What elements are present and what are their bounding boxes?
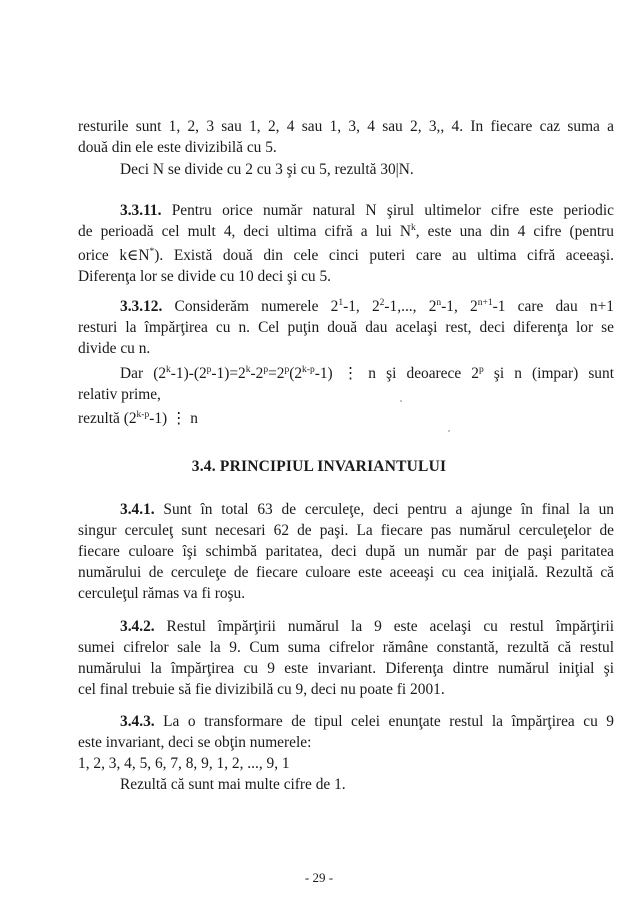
scan-speck [400, 400, 402, 402]
section-heading: 3.4. PRINCIPIUL INVARIANTULUI [191, 458, 447, 475]
text-line: Deci N se divide cu 2 cu 3 şi cu 5, rezultă 30|N. [120, 161, 414, 178]
text-line: sumei cifrelor sale la 9. Cum suma cifrelor rămâne constantă, rezultă că restul [78, 639, 614, 656]
text-line: resturile sunt 1, 2, 3 sau 1, 2, 4 sau 1, 3, 4 sau 2, 3,, 4. In fiecare caz suma a [78, 118, 614, 135]
text-line: 3.3.11. Pentru orice număr natural N şirul ultimelor cifre este periodic [120, 202, 614, 219]
section-3-4-1 [78, 499, 614, 604]
text-line: 3.3.12. Considerăm numerele $2^1-1$, $2^2-1$,..., 2$^n$-1, $2^{n+1}-1$ care dau n+1 [120, 298, 615, 315]
text-line: relativ prime, [78, 386, 161, 403]
text-line: de perioadă cel mult 4, deci ultima cifră a lui $N^k$, este una din 4 cifre (pentru [78, 223, 615, 240]
page-number: - 29 - [304, 870, 334, 885]
text-line: orice k∈N*). Există două din cele cinci puteri care au ultima cifră aceeaşi. [78, 247, 615, 264]
text-line: cerculeţul rămas va fi roşu. [78, 585, 246, 602]
section-3-3-11 [78, 200, 614, 287]
section-3-4-2 [78, 616, 614, 700]
text-line: numărului la împărţirea cu 9 este invariant. Diferenţa dintre numărul iniţial şi [78, 660, 614, 677]
text-line: Rezultă că sunt mai multe cifre de 1. [120, 776, 346, 793]
section-number: 3.4.3. [120, 713, 155, 730]
text-line: resturi la împărţirea cu n. Cel puţin două dau acelaşi rest, deci diferenţa lor se [78, 319, 614, 336]
text-line: 3.4.1. Sunt în total 63 de cerculeţe, deci pentru a ajunge în final la un [120, 501, 614, 518]
number-sequence: 1, 2, 3, 4, 5, 6, 7, 8, 9, 1, 2, ..., 9, 1 [78, 755, 290, 772]
text-line: 3.4.2. Restul împărţirii numărul la 9 este acelaşi cu restul împărţirii [120, 618, 614, 635]
text-line: Dar $(2^k-1)-(2^p-1)=2^k-2^p=2^p(2^{k-p}-1)$ ⋮ n şi deoarece 2$^p$ şi n (impar) sunt [120, 365, 614, 382]
paragraph-continuation [78, 116, 614, 137]
section-number: 3.3.11. [120, 202, 162, 219]
text-line: 3.4.3. La o transformare de tipul celei enunţate restul la împărţirea cu 9 [120, 713, 614, 730]
text-line: este invariant, deci se obţin numerele: [78, 734, 312, 751]
text-line: Diferenţa lor se divide cu 10 deci şi cu 5. [78, 268, 332, 285]
text-line: divide cu n. [78, 340, 151, 357]
section-3-4-3 [78, 711, 614, 795]
scan-speck [448, 430, 450, 432]
text-line: cel final trebuie să fie divizibilă cu 9, deci nu poate fi 2001. [78, 681, 445, 698]
text-line: fiecare culoare îşi schimbă paritatea, deci după un număr par de paşi paritatea [78, 543, 614, 560]
text-line: numărului de cerculeţe de fiecare culoare este aceeaşi cu cea iniţială. Rezultă că [78, 564, 614, 581]
section-3-3-12 [78, 296, 614, 429]
section-number: 3.4.1. [120, 501, 155, 518]
section-number: 3.3.12. [120, 298, 163, 315]
text-line: singur cerculeţ sunt necesari 62 de paşi. La fiecare pas numărul cerculeţelor de [78, 522, 614, 539]
section-number: 3.4.2. [120, 618, 155, 635]
text-line: rezultă (2$^{k-p}$-1) ⋮ n [78, 410, 198, 427]
text-line: două din ele este divizibilă cu 5. [78, 139, 277, 156]
